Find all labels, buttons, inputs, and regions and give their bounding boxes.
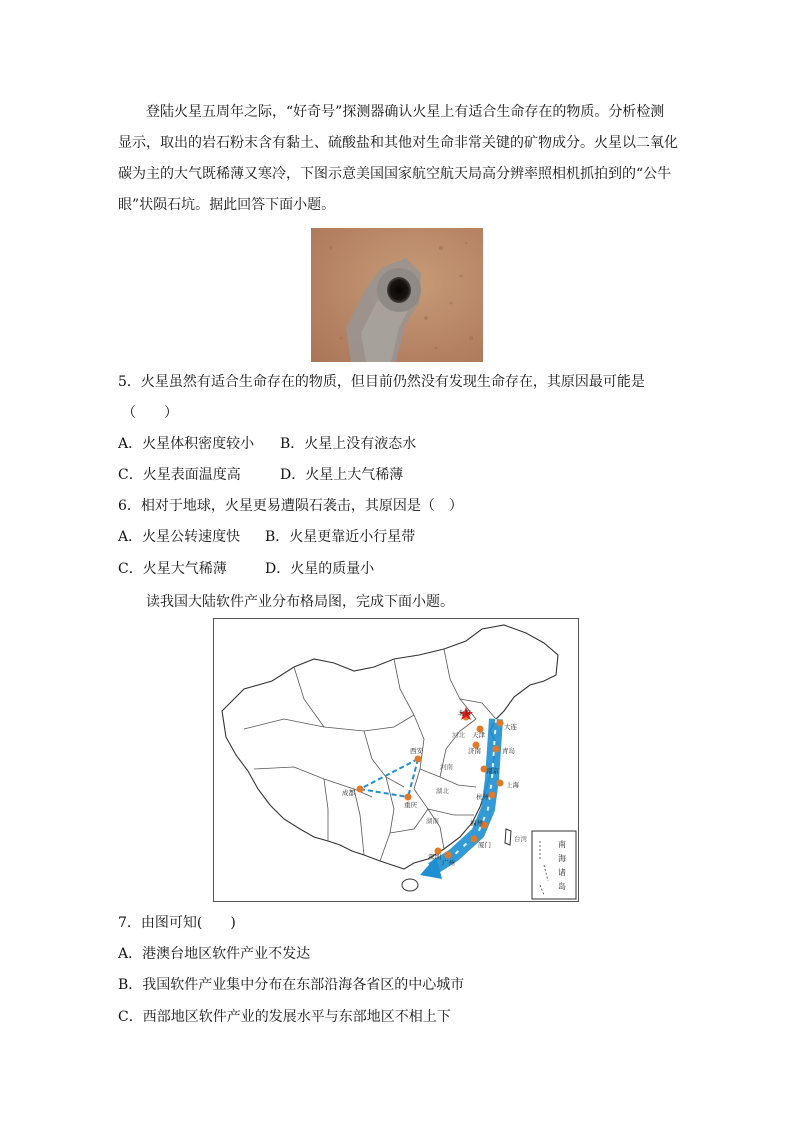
city-dot-xiamen [471,836,478,843]
label-shenzhen: 深圳 [428,853,441,861]
city-dot-qingdao [493,746,500,753]
label-nanjing: 南京 [486,767,499,775]
q5-blank: （ ） [122,405,178,421]
q5-option-b: B．火星上没有液态水 [280,436,417,452]
label-hubei: 湖北 [436,787,449,795]
label-dalian: 大连 [504,723,517,731]
city-dot-shanghai [497,780,504,787]
q5-option-a: A．火星体积密度较小 [118,436,255,452]
q5-option-c: C．火星表面温度高 [118,467,241,483]
inset-char-2: 海 [558,854,566,863]
city-dot-guangzhou [445,852,452,859]
label-chengdu: 成都 [342,789,355,797]
intro-line-2: 显示，取出的岩石粉末含有黏土、硫酸盐和其他对生命非常关键的矿物成分。火星以二氧化 [118,135,678,151]
intro-line-1: 登陆火星五周年之际，“好奇号”探测器确认火星上有适合生命存在的物质。分析检测 [146,104,665,120]
q6-stem: 6．相对于地球，火星更易遭陨石袭击，其原因是（ ） [118,498,463,514]
mars-crater-photo [311,228,483,362]
label-taiwan: 台湾 [514,835,527,843]
label-shanghai: 上海 [506,781,519,789]
inset-char-3: 诸 [558,868,566,877]
q6-option-b: B．火星更靠近小行星带 [265,529,416,545]
inset-char-1: 南 [558,840,566,849]
q5-stem: 5．火星虽然有适合生命存在的物质，但目前仍然没有发现生命存在，其原因最可能是 [118,374,645,390]
city-dot-dalian [497,720,504,727]
inset-char-4: 岛 [558,882,566,891]
label-xiamen: 厦门 [478,841,491,849]
q5-option-d: D．火星上大气稀薄 [280,467,404,483]
q7-option-c: C．西部地区软件产业的发展水平与东部地区不相上下 [118,1009,451,1025]
label-chongqing: 重庆 [404,801,417,809]
label-jinan: 济南 [468,747,481,755]
intro-line-4: 眼”状陨石坑。据此回答下面小题。 [118,197,336,213]
q6-option-d: D．火星的质量小 [265,561,375,577]
city-dot-chengdu [357,786,364,793]
label-qingdao: 青岛 [502,747,515,755]
city-dot-xian [415,756,422,763]
label-hunan: 湖南 [426,817,439,825]
city-dot-hangzhou [489,792,496,799]
q6-option-a: A．火星公转速度快 [118,529,241,545]
taiwan-island [505,829,511,845]
q7-option-b: B．我国软件产业集中分布在东部沿海各省区的中心城市 [118,977,465,993]
label-beijing: 北京 [458,709,471,717]
label-tianjin: 天津 [472,731,485,739]
hainan-island [402,879,418,891]
label-hangzhou: 杭州 [476,793,489,801]
q7-option-a: A．港澳台地区软件产业不发达 [118,946,311,962]
q7-stem: 7．由图可知( ) [118,915,236,931]
label-henan: 河南 [440,763,453,771]
label-guangzhou: 广州 [442,859,455,867]
map-intro: 读我国大陆软件产业分布格局图，完成下面小题。 [146,594,454,610]
label-fuzhou: 福州 [470,819,483,827]
intro-line-3: 碳为主的大气既稀薄又寒冷，下图示意美国国家航空航天局高分辨率照相机抓拍到的“公牛 [118,166,672,182]
city-dot-chongqing [405,794,412,801]
south-china-sea-inset [532,831,576,899]
label-hebei: 河北 [452,731,465,739]
china-software-map [213,618,579,902]
q6-option-c: C．火星大气稀薄 [118,561,227,577]
label-xian: 西安 [410,747,423,755]
